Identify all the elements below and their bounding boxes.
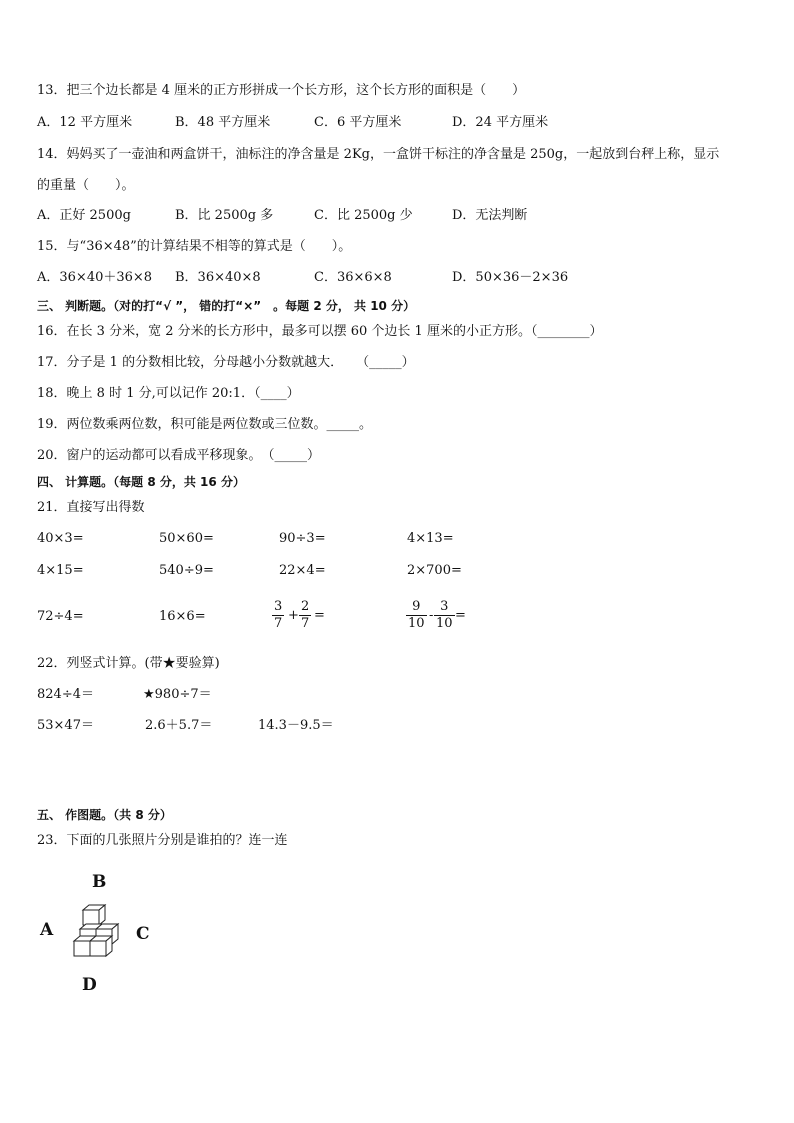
q15-option-b[interactable]: B．36×40×8 [175, 270, 261, 285]
q15-option-d[interactable]: D．50×36－2×36 [452, 270, 569, 285]
question-13-text: 13．把三个边长都是 4 厘米的正方形拼成一个长方形，这个长方形的面积是（ ） [37, 83, 526, 98]
q14-option-b[interactable]: B．比 2500g 多 [175, 208, 274, 223]
stacked-cubes-figure [70, 904, 122, 960]
q21-item: 40×3= [37, 531, 84, 546]
q21-item: 540÷9= [159, 563, 214, 578]
section-5-title: 五、 作图题。（共 8 分） [37, 808, 172, 822]
question-14-text-line1: 14．妈妈买了一壶油和两盒饼干，油标注的净含量是 2Kg，一盒饼干标注的净含量是 250g，一起放到台秤上称，显示 [37, 147, 720, 162]
fraction [406, 599, 427, 632]
question-15-text: 15．与“36×48”的计算结果不相等的算式是（ ）。 [37, 239, 352, 254]
equals-sign: = [455, 608, 466, 623]
equals-sign: = [314, 608, 325, 623]
q22-item: ★980÷7＝ [143, 687, 212, 702]
question-14-text-line2: 的重量（ ）。 [37, 178, 135, 193]
q22-item: 824÷4＝ [37, 687, 94, 702]
q13-option-d[interactable]: D．24 平方厘米 [452, 115, 549, 130]
q21-item: 50×60= [159, 531, 214, 546]
question-22-text: 22．列竖式计算。(带★要验算) [37, 656, 220, 671]
question-23-text: 23．下面的几张照片分别是谁拍的？连一连 [37, 833, 288, 848]
q13-option-a[interactable]: A．12 平方厘米 [37, 115, 133, 130]
label-a: A [40, 920, 54, 940]
q13-option-c[interactable]: C．6 平方厘米 [314, 115, 402, 130]
q22-item: 2.6＋5.7＝ [145, 718, 213, 733]
fraction-numerator: 2 [301, 599, 310, 614]
q15-option-a[interactable]: A．36×40＋36×8 [37, 270, 153, 285]
question-16-text: 16．在长 3 分米，宽 2 分米的长方形中，最多可以摆 60 个边长 1 厘米的小正方形。（________） [37, 324, 603, 339]
fraction-numerator: 3 [434, 599, 455, 616]
q21-item: 2×700= [407, 563, 462, 578]
q21-item: 4×15= [37, 563, 84, 578]
operator: - [429, 608, 434, 623]
question-18-text: 18．晚上 8 时 1 分,可以记作 20:1．（____） [37, 386, 300, 401]
q21-item: 90÷3= [279, 531, 326, 546]
q14-option-c[interactable]: C．比 2500g 少 [314, 208, 413, 223]
q21-item: 16×6= [159, 609, 206, 624]
fraction-denominator: 10 [408, 616, 425, 631]
fraction-numerator: 3 [274, 599, 283, 614]
q21-item: 4×13= [407, 531, 454, 546]
q22-item: 14.3－9.5＝ [258, 718, 334, 733]
fraction-denominator: 10 [436, 616, 453, 631]
question-19-text: 19．两位数乘两位数，积可能是两位数或三位数。_____。 [37, 417, 373, 432]
fraction [272, 599, 284, 632]
section-4-title: 四、 计算题。（每题 8 分，共 16 分） [37, 475, 245, 489]
q13-option-b[interactable]: B．48 平方厘米 [175, 115, 271, 130]
question-20-text: 20．窗户的运动都可以看成平移现象。 （_____） [37, 448, 321, 463]
fraction-denominator: 7 [301, 616, 310, 631]
q14-option-a[interactable]: A．正好 2500g [37, 208, 131, 223]
operator: + [288, 608, 299, 623]
q21-item: 72÷4= [37, 609, 84, 624]
q14-option-d[interactable]: D．无法判断 [452, 208, 528, 223]
fraction-numerator: 9 [406, 599, 427, 616]
question-21-text: 21．直接写出得数 [37, 500, 145, 515]
q21-item: 22×4= [279, 563, 326, 578]
fraction [434, 599, 455, 632]
question-17-text: 17．分子是 1 的分数相比较，分母越小分数就越大． （_____） [37, 355, 415, 370]
label-b: B [92, 872, 107, 892]
fraction-denominator: 7 [274, 616, 283, 631]
q15-option-c[interactable]: C．36×6×8 [314, 270, 392, 285]
section-3-title: 三、 判断题。（对的打“√ ”， 错的打“×” 。每题 2 分， 共 10 分） [37, 299, 416, 313]
label-c: C [136, 924, 150, 944]
q22-item: 53×47＝ [37, 718, 94, 733]
fraction [299, 599, 311, 632]
label-d: D [82, 975, 97, 995]
